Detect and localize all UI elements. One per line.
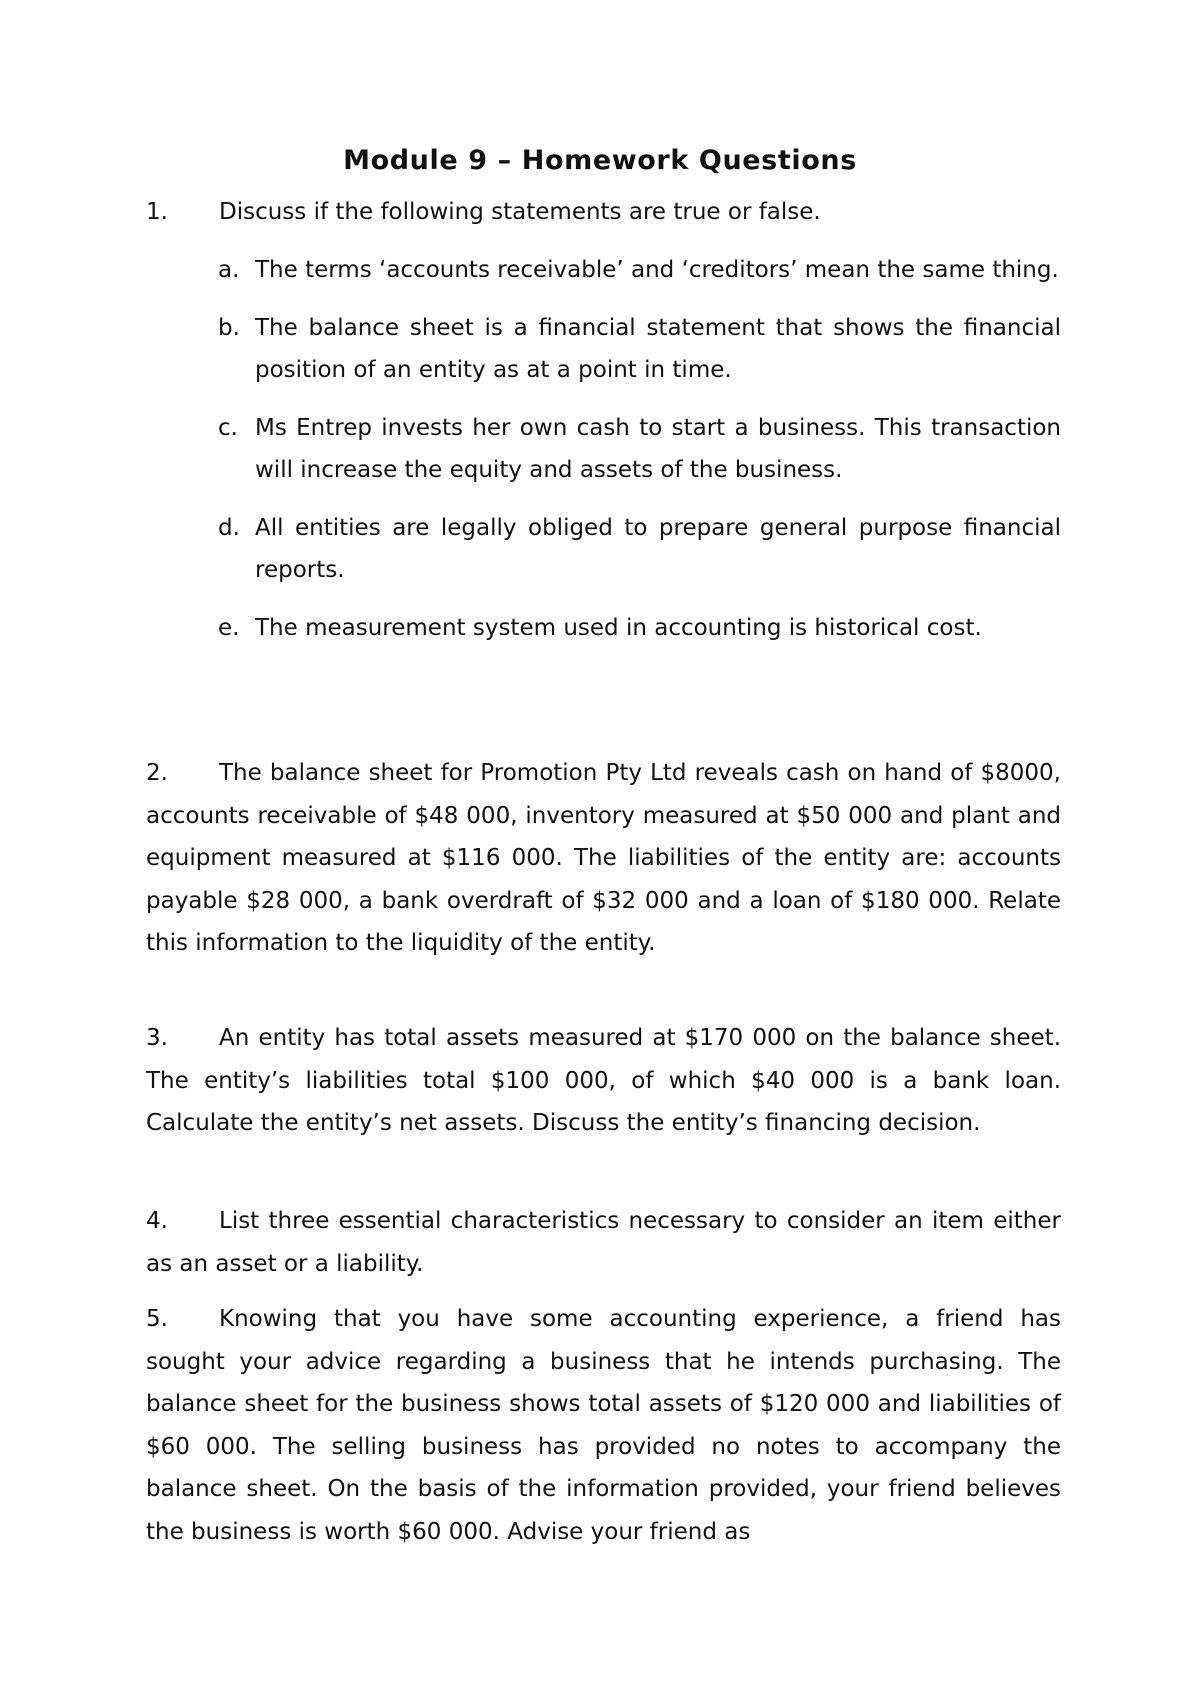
list-item xyxy=(218,249,1061,291)
question-1 xyxy=(146,197,1061,227)
list-item-letter: d. xyxy=(218,515,240,541)
list-item-text: Ms Entrep invests her own cash to start a business. This transaction will increase the equity and assets of the business. xyxy=(255,415,1061,483)
list-item-letter: b. xyxy=(218,315,240,341)
page-title: Module 9 – Homework Questions xyxy=(343,145,857,176)
list-item-text: The balance sheet is a financial statement that shows the financial position of an entity as at a point in time. xyxy=(255,315,1061,383)
list-item-text: All entities are legally obliged to prepare general purpose financial reports. xyxy=(255,515,1061,583)
list-item-text: The terms ‘accounts receivable’ and ‘creditors’ mean the same thing. xyxy=(255,257,1059,283)
question-5 xyxy=(146,1298,1061,1553)
question-number: 1. xyxy=(146,199,168,225)
list-item xyxy=(218,607,1061,649)
question-number: 5. xyxy=(146,1306,168,1332)
list-item-letter: c. xyxy=(218,415,238,441)
list-item xyxy=(218,307,1061,391)
list-item-letter: a. xyxy=(218,257,240,283)
question-3 xyxy=(146,1017,1061,1145)
question-text: Discuss if the following statements are true or false. xyxy=(219,199,821,225)
list-item xyxy=(218,407,1061,491)
question-text: List three essential characteristics necessary to consider an item either as an asset or a liability. xyxy=(146,1208,1061,1277)
list-item-text: The measurement system used in accounting is historical cost. xyxy=(255,615,982,641)
question-text: Knowing that you have some accounting experience, a friend has sought your advice regarding a business that he intends purchasing. The balance sheet for the business shows total assets of $120 000 and liabilities of $60 000. The selling business has provided no notes to accompany the balance sheet. On the basis of the information provided, your friend believes the business is worth $60 000. Advise your friend as xyxy=(146,1306,1061,1545)
question-number: 2. xyxy=(146,760,168,786)
question-number: 4. xyxy=(146,1208,168,1234)
question-text: An entity has total assets measured at $170 000 on the balance sheet. The entity’s liabilities total $100 000, of which $40 000 is a bank loan. Calculate the entity’s net assets. Discuss the entity’s financing decision. xyxy=(146,1025,1061,1136)
question-text: The balance sheet for Promotion Pty Ltd reveals cash on hand of $8000, accounts receivable of $48 000, inventory measured at $50 000 and plant and equipment measured at $116 000. The liabilities of the entity are: accounts payable $28 000, a bank overdraft of $32 000 and a loan of $180 000. Relate this information to the liquidity of the entity. xyxy=(146,760,1061,956)
question-1-items xyxy=(218,249,1061,665)
question-number: 3. xyxy=(146,1025,168,1051)
list-item-letter: e. xyxy=(218,615,240,641)
list-item xyxy=(218,507,1061,591)
question-4 xyxy=(146,1200,1061,1285)
question-2 xyxy=(146,752,1061,965)
